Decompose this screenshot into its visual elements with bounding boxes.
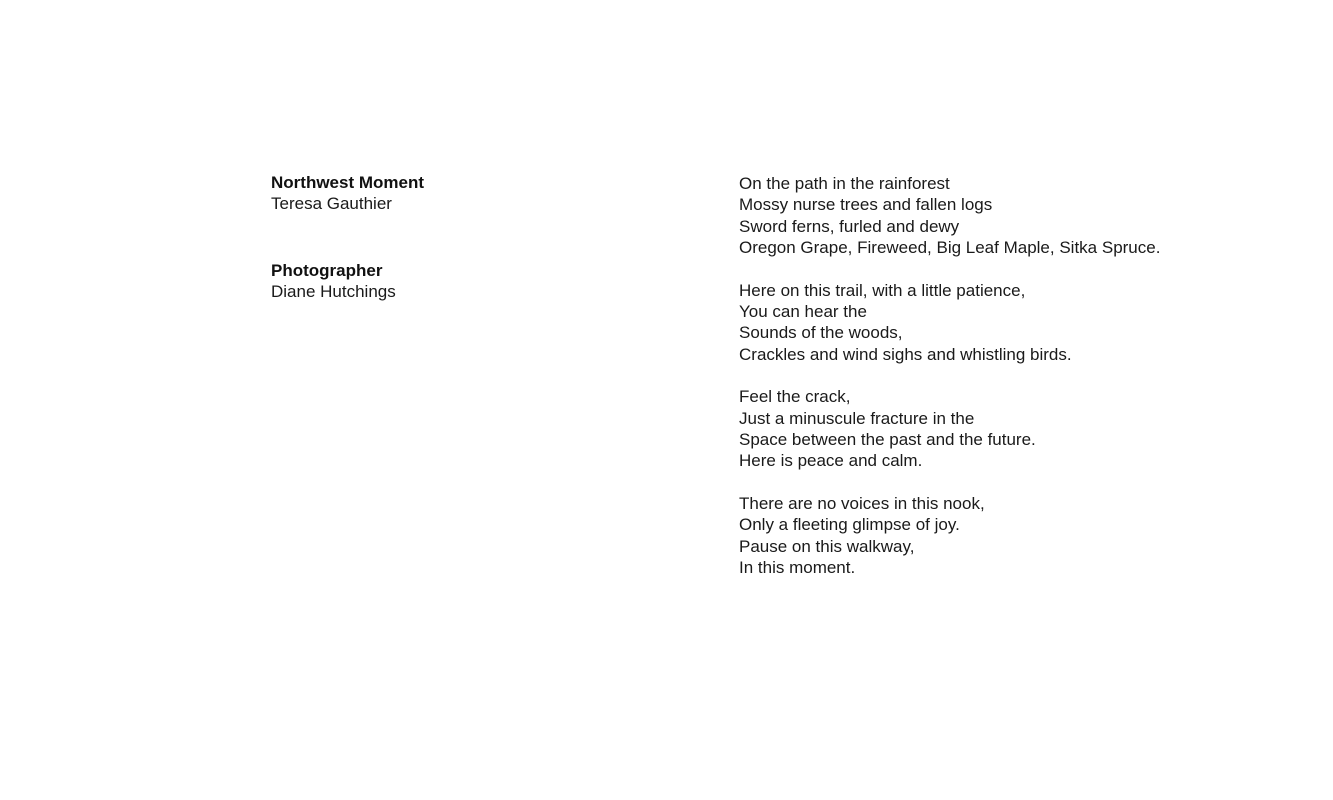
poem-line: In this moment.	[739, 558, 856, 578]
photographer-label: Photographer	[271, 261, 383, 280]
poem-line: Pause on this walkway,	[739, 536, 915, 556]
stanza	[739, 173, 1319, 259]
credits-column	[271, 172, 671, 348]
stanza	[739, 386, 1319, 472]
stanza	[739, 280, 1319, 366]
poem-line: There are no voices in this nook,	[739, 493, 985, 513]
poem-line: Here is peace and calm.	[739, 451, 923, 471]
poem-line: Feel the crack,	[739, 387, 851, 407]
poem-line: Crackles and wind sighs and whistling birds.	[739, 344, 1072, 364]
poem-line: Sounds of the woods,	[739, 323, 903, 343]
poem-author: Teresa Gauthier	[271, 194, 392, 213]
photographer-block	[271, 260, 671, 302]
poem-line: Sword ferns, furled and dewy	[739, 216, 960, 236]
poem-line: Oregon Grape, Fireweed, Big Leaf Maple, Sitka Spruce.	[739, 238, 1161, 258]
poem-line: Here on this trail, with a little patience,	[739, 280, 1026, 300]
poem-line: Mossy nurse trees and fallen logs	[739, 195, 993, 215]
poem-body	[739, 173, 1319, 600]
poem-line: Space between the past and the future.	[739, 430, 1036, 450]
title-block	[271, 172, 671, 214]
photographer-name: Diane Hutchings	[271, 282, 396, 301]
poem-title: Northwest Moment	[271, 173, 424, 192]
poem-line: Just a minuscule fracture in the	[739, 408, 975, 428]
stanza	[739, 493, 1319, 579]
poem-line: You can hear the	[739, 302, 867, 322]
poem-line: Only a fleeting glimpse of joy.	[739, 515, 960, 535]
poem-line: On the path in the rainforest	[739, 174, 950, 193]
